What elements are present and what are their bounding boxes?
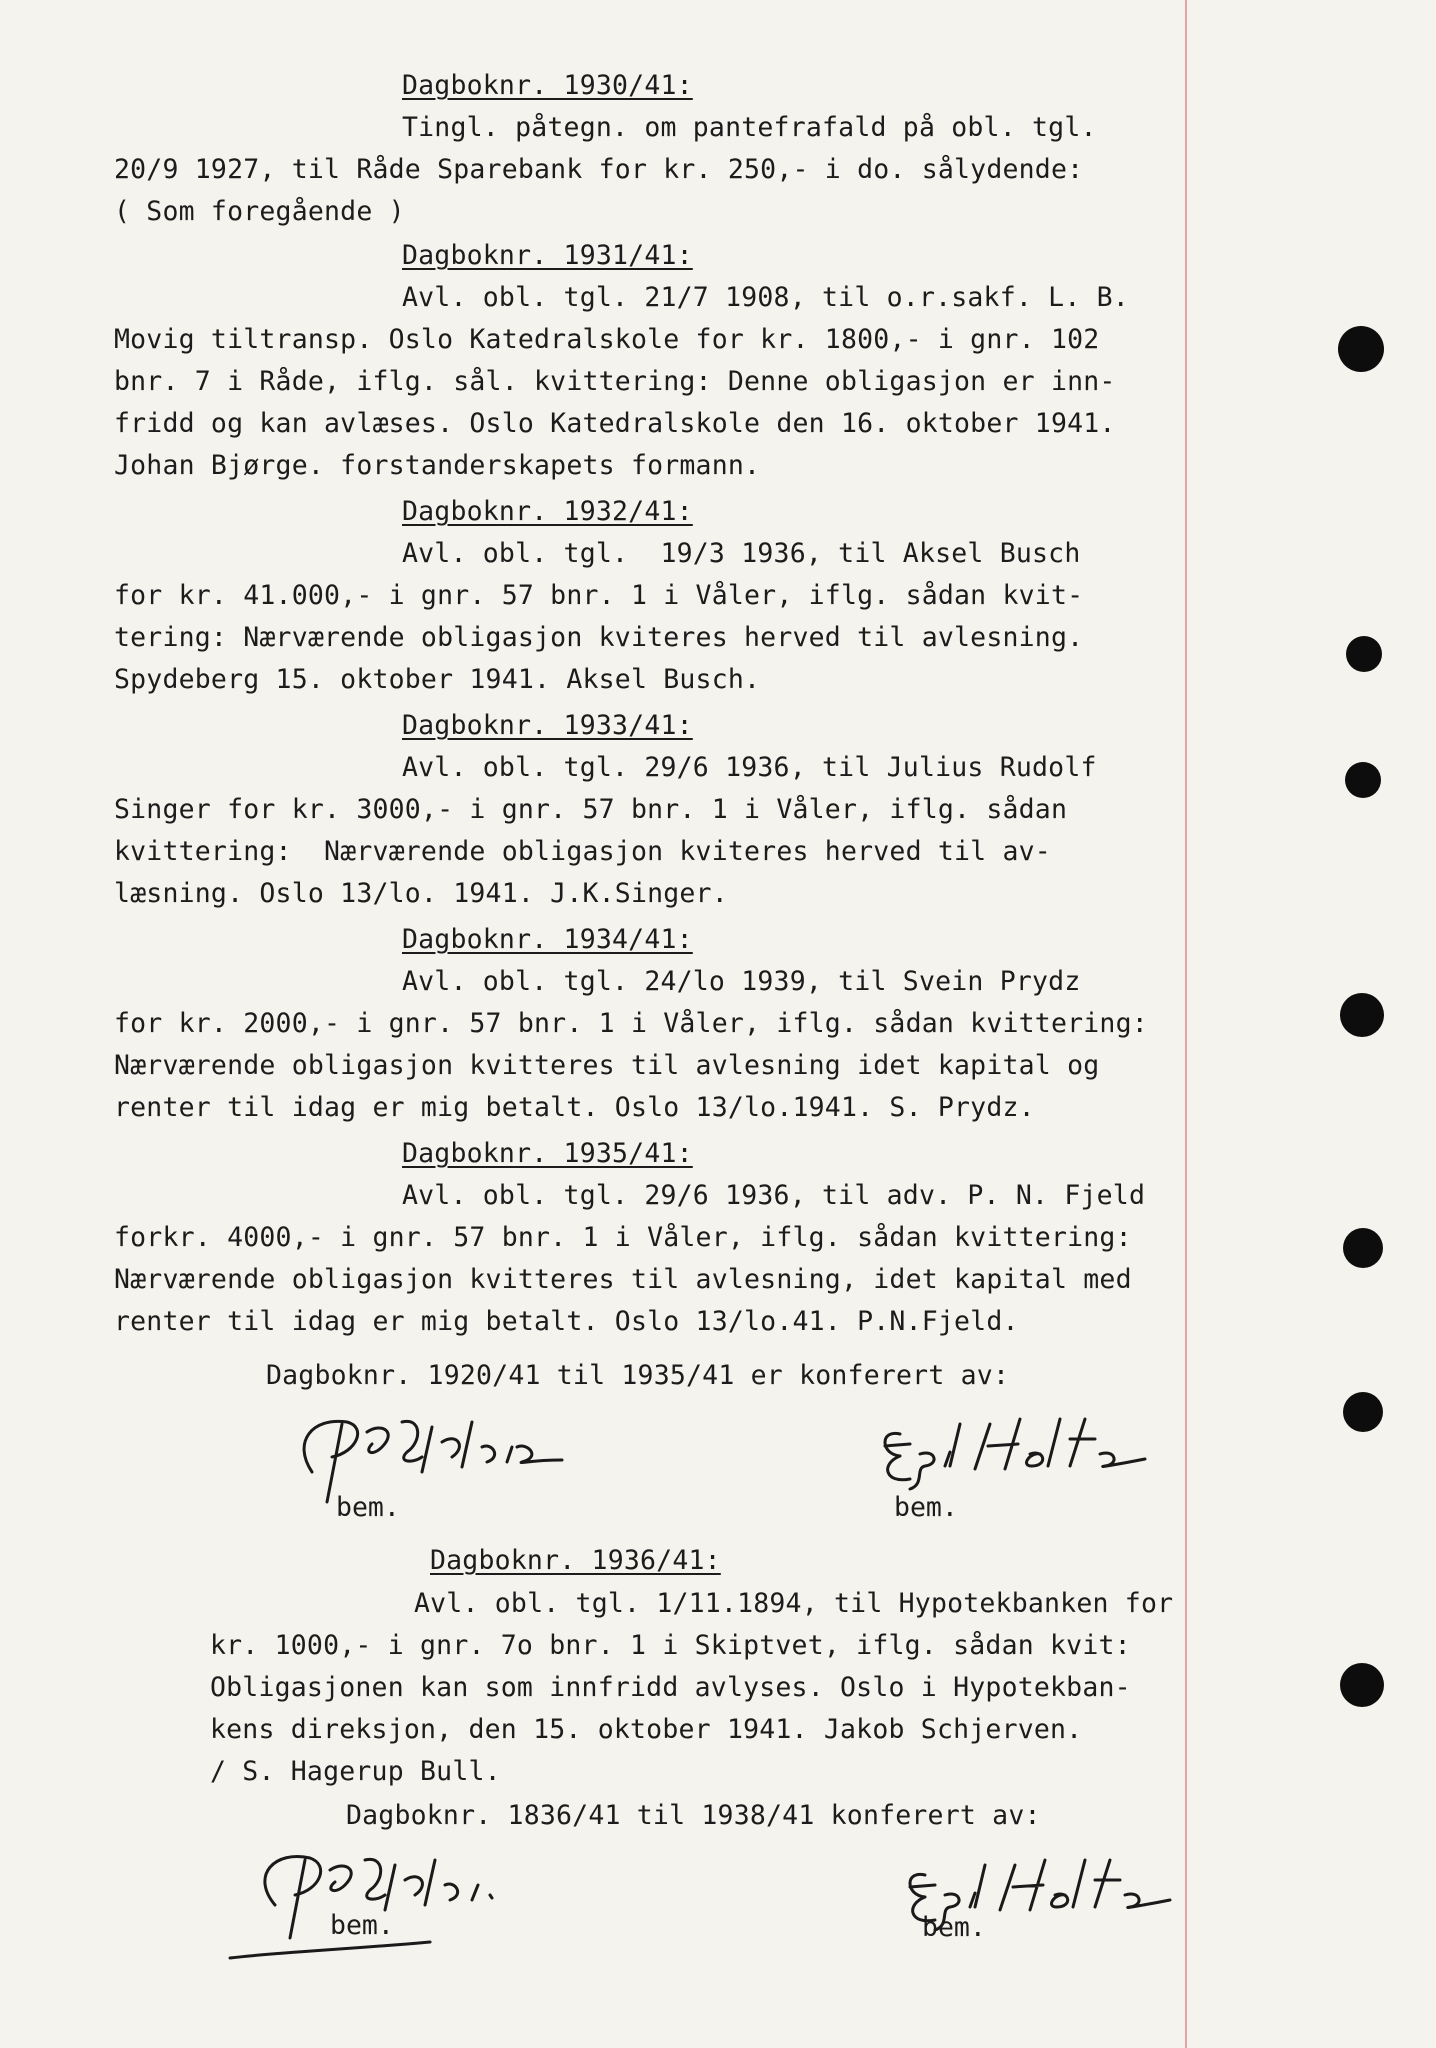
entry-line: fridd og kan avlæses. Oslo Katedralskole den 16. oktober 1941. (114, 408, 1116, 439)
bem-label: bem. (894, 1492, 958, 1523)
entry-header: Dagboknr. 1935/41: (402, 1138, 693, 1169)
entry-line: / S. Hagerup Bull. (210, 1756, 501, 1787)
punch-hole (1340, 1663, 1384, 1707)
punch-hole (1340, 993, 1384, 1037)
conference-note: Dagboknr. 1836/41 til 1938/41 konferert av: (346, 1800, 1041, 1831)
signature (870, 1404, 1200, 1494)
entry-header: Dagboknr. 1936/41: (430, 1545, 721, 1576)
entry-line: Nærværende obligasjon kvitteres til avlesning, idet kapital med (114, 1264, 1132, 1295)
entry-header: Dagboknr. 1932/41: (402, 496, 693, 527)
entry-line: Avl. obl. tgl. 29/6 1936, til adv. P. N. Fjeld (402, 1180, 1146, 1211)
entry-line: Obligasjonen kan som innfridd avlyses. Oslo i Hypotekban- (210, 1672, 1131, 1703)
entry-line: tering: Nærværende obligasjon kviteres herved til avlesning. (114, 622, 1084, 653)
entry-header: Dagboknr. 1934/41: (402, 924, 693, 955)
entry-line: for kr. 2000,- i gnr. 57 bnr. 1 i Våler, iflg. sådan kvittering: (114, 1008, 1148, 1039)
entry-line: Movig tiltransp. Oslo Katedralskole for kr. 1800,- i gnr. 102 (114, 324, 1100, 355)
entry-line: Avl. obl. tgl. 24/lo 1939, til Svein Prydz (402, 966, 1081, 997)
bem-label: bem. (922, 1912, 986, 1943)
entry-line: renter til idag er mig betalt. Oslo 13/lo.41. P.N.Fjeld. (114, 1306, 1019, 1337)
punch-hole (1346, 636, 1382, 672)
entry-line: Spydeberg 15. oktober 1941. Aksel Busch. (114, 664, 761, 695)
punch-hole (1343, 1228, 1383, 1268)
bem-label: bem. (336, 1492, 400, 1523)
bem-label: bem. (330, 1910, 394, 1941)
entry-line: Avl. obl. tgl. 1/11.1894, til Hypotekbanken for (414, 1588, 1174, 1619)
entry-line: læsning. Oslo 13/lo. 1941. J.K.Singer. (114, 878, 728, 909)
punch-hole (1345, 762, 1381, 798)
entry-line: forkr. 4000,- i gnr. 57 bnr. 1 i Våler, iflg. sådan kvittering: (114, 1222, 1132, 1253)
entry-line: Singer for kr. 3000,- i gnr. 57 bnr. 1 i Våler, iflg. sådan (114, 794, 1068, 825)
entry-header: Dagboknr. 1933/41: (402, 710, 693, 741)
entry-line: kvittering: Nærværende obligasjon kviteres herved til av- (114, 836, 1051, 867)
margin-rule (1185, 0, 1187, 2048)
entry-header: Dagboknr. 1931/41: (402, 240, 693, 271)
entry-line: 20/9 1927, til Råde Sparebank for kr. 250,- i do. sålydende: (114, 154, 1084, 185)
signature (220, 1840, 580, 1970)
punch-hole (1338, 326, 1384, 372)
entry-line: renter til idag er mig betalt. Oslo 13/lo.1941. S. Prydz. (114, 1092, 1035, 1123)
entry-line: Avl. obl. tgl. 21/7 1908, til o.r.sakf. L. B. (402, 282, 1129, 313)
entry-line: Tingl. påtegn. om pantefrafald på obl. tgl. (402, 112, 1097, 143)
entry-line: Nærværende obligasjon kvitteres til avlesning idet kapital og (114, 1050, 1100, 1081)
entry-header: Dagboknr. 1930/41: (402, 70, 693, 101)
entry-line: Avl. obl. tgl. 29/6 1936, til Julius Rudolf (402, 752, 1097, 783)
punch-hole (1343, 1392, 1383, 1432)
conference-note: Dagboknr. 1920/41 til 1935/41 er konferert av: (266, 1360, 1010, 1391)
entry-line: kens direksjon, den 15. oktober 1941. Jakob Schjerven. (210, 1714, 1083, 1745)
signature (272, 1402, 602, 1512)
entry-line: Avl. obl. tgl. 19/3 1936, til Aksel Busch (402, 538, 1081, 569)
entry-line: bnr. 7 i Råde, iflg. sål. kvittering: Denne obligasjon er inn- (114, 366, 1116, 397)
entry-line: Johan Bjørge. forstanderskapets formann. (114, 450, 761, 481)
entry-line: kr. 1000,- i gnr. 7o bnr. 1 i Skiptvet, iflg. sådan kvit: (210, 1630, 1131, 1661)
entry-line: ( Som foregående ) (114, 196, 405, 227)
entry-line: for kr. 41.000,- i gnr. 57 bnr. 1 i Våler, iflg. sådan kvit- (114, 580, 1084, 611)
